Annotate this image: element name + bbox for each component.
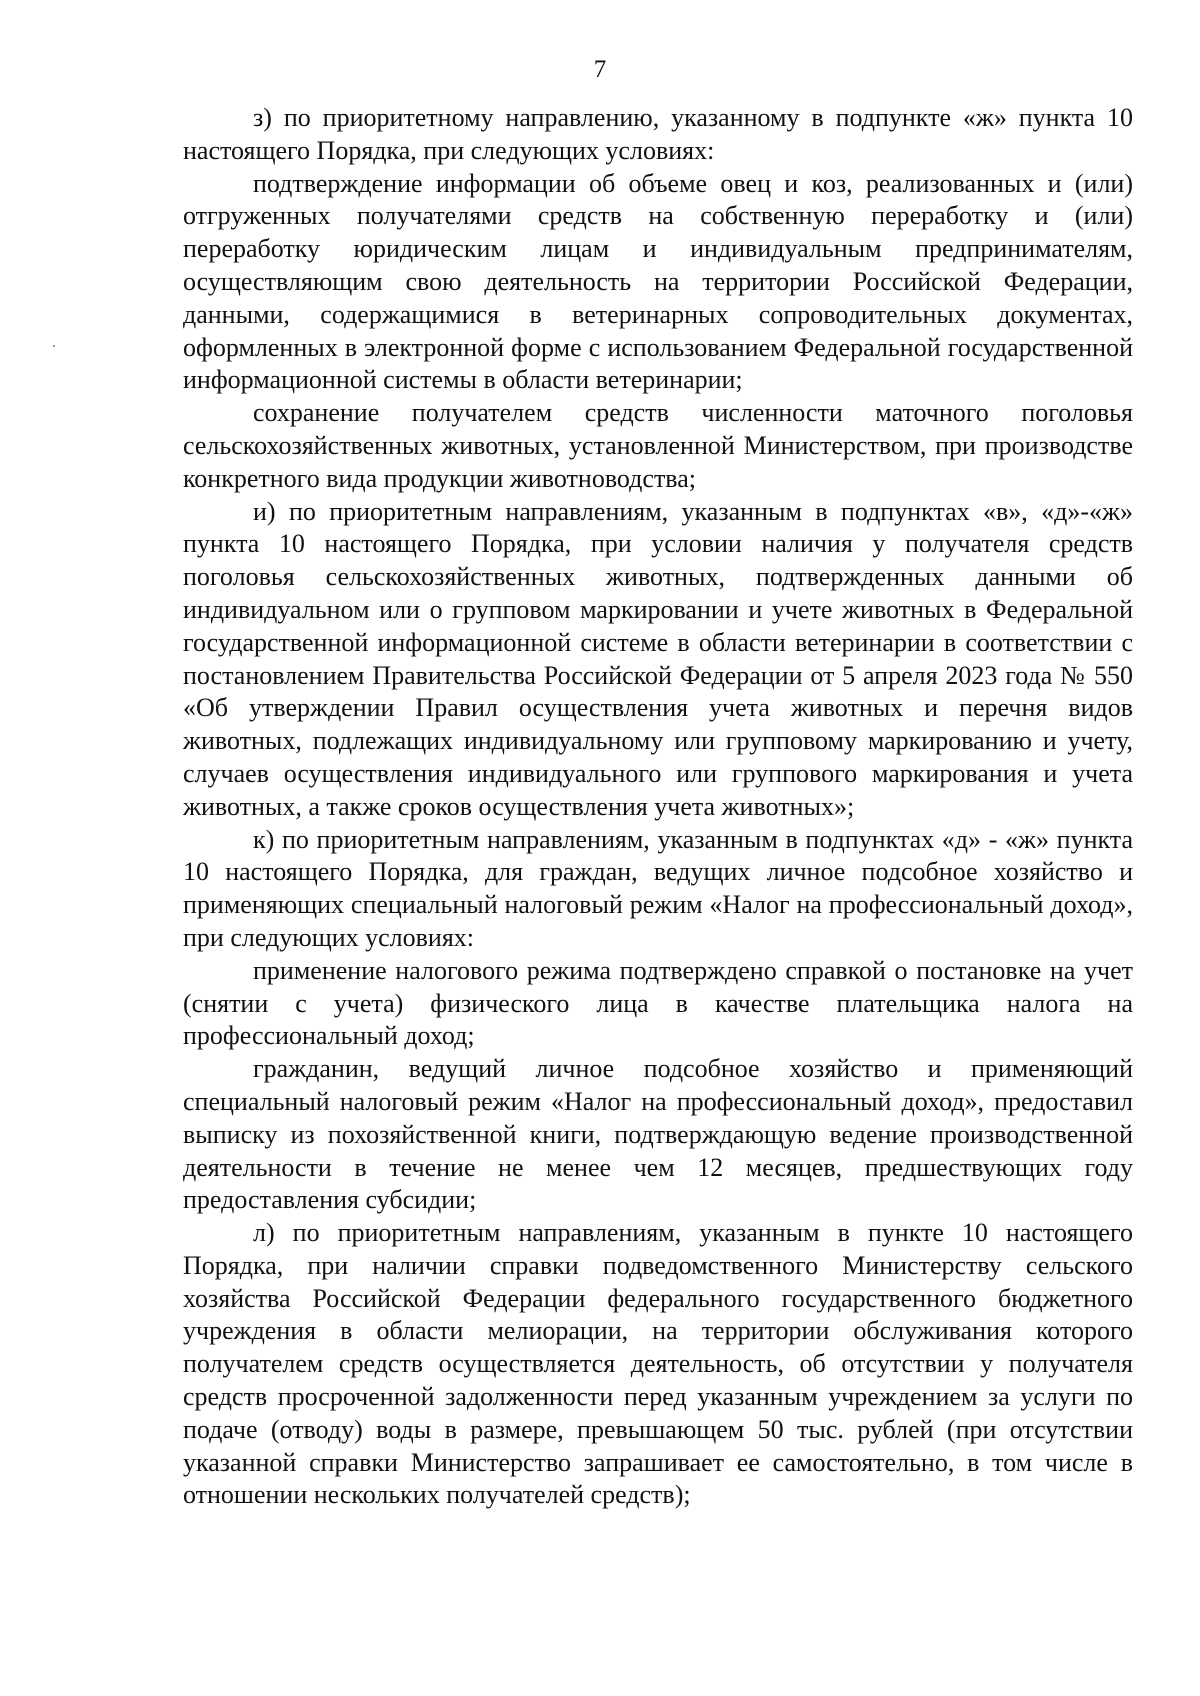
scan-artifact-dot bbox=[53, 345, 55, 347]
paragraph-household-book-extract: гражданин, ведущий личное подсобное хозяйство и применяющий специальный налоговый режим «Налог на профессиональный доход», предоставил выписку из похозяйственной книги, подтверждающую ведение производственной деятельности в течение не менее чем 12 месяцев, предшествующих году предоставления субсидии; bbox=[183, 1054, 1133, 1215]
paragraph-tax-regime-certificate: применение налогового режима подтверждено справкой о постановке на учет (снятии с учета) физического лица в качестве плательщика налога на профессиональный доход; bbox=[183, 955, 1133, 1051]
page-number: 7 bbox=[593, 56, 607, 83]
paragraph-l-melioration-certificate: л) по приоритетным направлениям, указанным в пункте 10 настоящего Порядка, при наличии справки подведомственного Министерству сельского хозяйства Российской Федерации федерального государственного бюджетного учреждения в области мелиорации, на территории обслуживания которого получателем средств осуществляется деятельность, об отсутствии у получателя средств просроченной задолженности перед указанным учреждением за услуги по подаче (отводу) воды в размере, превышающем 50 тыс. рублей (при отсутствии указанной справки Министерство запрашивает ее самостоятельно, в том числе в отношении нескольких получателей средств); bbox=[183, 1218, 1133, 1510]
paragraph-livestock-preservation: сохранение получателем средств численности маточного поголовья сельскохозяйственных животных, установленной Министерством, при производстве конкретного вида продукции животноводства; bbox=[183, 398, 1133, 493]
document-body bbox=[183, 102, 1133, 1512]
paragraph-sheep-goat-confirmation: подтверждение информации об объеме овец и коз, реализованных и (или) отгруженных получателями средств на собственную переработку и (или) переработку юридическим лицам и индивидуальным предпринимателям, осуществляющим свою деятельность на территории Российской Федерации, данными, содержащимися в ветеринарных сопроводительных документах, оформленных в электронной форме с использованием Федеральной государственной информационной системы в области ветеринарии; bbox=[183, 168, 1133, 395]
paragraph-k-household-farms: к) по приоритетным направлениям, указанным в подпунктах «д» - «ж» пункта 10 настоящего Порядка, для граждан, ведущих личное подсобное хозяйство и применяющих специальный налоговый режим «Налог на профессиональный доход», при следующих условиях: bbox=[183, 824, 1133, 952]
paragraph-i-animal-marking: и) по приоритетным направлениям, указанным в подпунктах «в», «д»-«ж» пункта 10 настоящего Порядка, при условии наличия у получателя средств поголовья сельскохозяйственных животных, подтвержденных данными об индивидуальном или о групповом маркировании и учете животных в Федеральной государственной информационной системе в области ветеринарии в соответствии с постановлением Правительства Российской Федерации от 5 апреля 2023 года № 550 «Об утверждении Правил осуществления учета животных и перечня видов животных, подлежащих индивидуальному или групповому маркированию и учету, случаев осуществления индивидуального или группового маркирования и учета животных, а также сроков осуществления учета животных»; bbox=[183, 496, 1133, 821]
paragraph-z-condition: з) по приоритетному направлению, указанному в подпункте «ж» пункта 10 настоящего Порядка, при следующих условиях: bbox=[183, 103, 1133, 165]
